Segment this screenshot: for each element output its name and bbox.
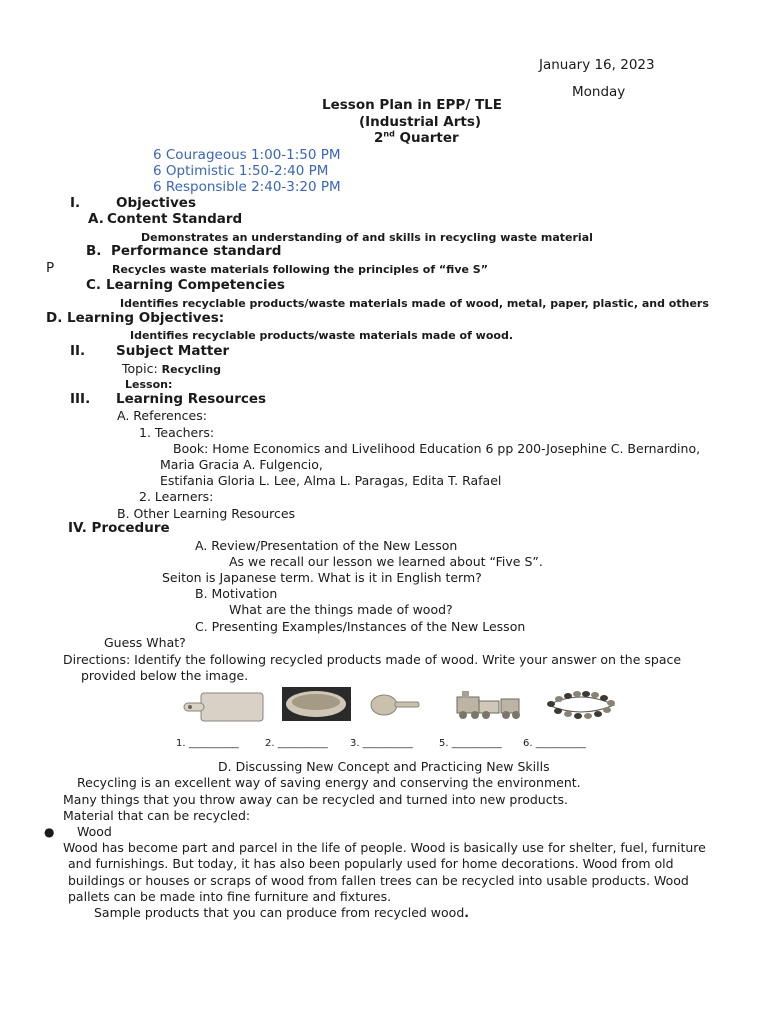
wood-paragraph: pallets can be made into fine furniture and fixtures. xyxy=(68,889,392,904)
subject-matter-heading: Subject Matter xyxy=(116,343,230,359)
learning-objectives-text: Identifies recyclable products/waste materials made of wood. xyxy=(130,329,514,342)
wooden-toy-train-icon xyxy=(457,691,520,719)
procedure-heading: IV. Procedure xyxy=(68,520,170,536)
subject-matter-numeral: II. xyxy=(70,343,86,359)
wooden-bead-necklace-icon xyxy=(547,691,615,719)
performance-standard-heading: Performance standard xyxy=(111,243,282,259)
answer-blank: 2. __________ xyxy=(265,738,328,749)
procedure-text: Seiton is Japanese term. What is it in English term? xyxy=(162,570,482,585)
section-schedule: 6 Courageous 1:00-1:50 PM xyxy=(153,147,341,163)
paragraph: Many things that you throw away can be recycled and turned into new products. xyxy=(63,792,568,807)
stray-letter: P xyxy=(46,260,55,276)
wood-paragraph: and furnishings. But today, it has also been popularly used for home decorations. Wood from old xyxy=(68,856,674,871)
book-reference: Book: Home Economics and Livelihood Education 6 pp 200-Josephine C. Bernardino, xyxy=(173,441,701,456)
bullet-icon: ● xyxy=(44,825,55,839)
learning-objectives-heading: D. Learning Objectives: xyxy=(46,310,225,326)
quarter: 2nd Quarter xyxy=(374,129,459,146)
lesson-label: Lesson: xyxy=(125,378,173,391)
book-reference: Estifania Gloria L. Lee, Alma L. Paragas, Edita T. Rafael xyxy=(160,473,502,488)
answer-blank: 3. __________ xyxy=(350,738,413,749)
section-schedule: 6 Optimistic 1:50-2:40 PM xyxy=(153,163,329,179)
procedure-step-a: A. Review/Presentation of the New Lesson xyxy=(195,538,458,553)
learning-competencies-heading: Learning Competencies xyxy=(106,277,285,293)
content-standard-text: Demonstrates an understanding of and skills in recycling waste material xyxy=(141,231,593,244)
wood-paragraph: buildings or houses or scraps of wood from fallen trees can be recycled into usable products. Wood xyxy=(68,873,689,888)
answer-blank: 5. __________ xyxy=(439,738,502,749)
wood-paragraph: Wood has become part and parcel in the life of people. Wood is basically use for shelter, fuel, furniture xyxy=(63,840,706,855)
references-item: A. References: xyxy=(117,408,207,423)
resources-heading: Learning Resources xyxy=(116,391,267,407)
procedure-step-b: B. Motivation xyxy=(195,586,278,601)
guess-what: Guess What? xyxy=(104,635,186,650)
performance-standard-label: B. xyxy=(86,243,102,259)
procedure-step-d: D. Discussing New Concept and Practicing New Skills xyxy=(218,759,550,774)
wooden-spoon-icon xyxy=(371,695,419,715)
paragraph: Material that can be recycled: xyxy=(63,808,251,823)
wood-item: Wood xyxy=(77,824,112,839)
directions-text: Directions: Identify the following recycled products made of wood. Write your answer on the space xyxy=(63,652,682,667)
book-reference: Maria Gracia A. Fulgencio, xyxy=(160,457,323,472)
date: January 16, 2023 xyxy=(539,57,655,73)
resources-numeral: III. xyxy=(70,391,91,407)
answer-blank: 6. __________ xyxy=(523,738,586,749)
learning-competencies-text: Identifies recyclable products/waste materials made of wood, metal, paper, plastic, and others xyxy=(120,297,709,310)
day: Monday xyxy=(572,84,626,100)
objectives-heading: Objectives xyxy=(116,195,196,211)
page-title: Lesson Plan in EPP/ TLE xyxy=(322,97,502,113)
cutting-board-icon xyxy=(184,693,263,721)
objectives-numeral: I. xyxy=(70,195,81,211)
page-subtitle: (Industrial Arts) xyxy=(358,114,482,130)
performance-standard-text: Recycles waste materials following the principles of “five S” xyxy=(112,263,488,276)
sample-products-line: Sample products that you can produce from recycled wood. xyxy=(94,905,470,920)
wood-products-figure xyxy=(166,683,621,755)
procedure-text: What are the things made of wood? xyxy=(229,602,453,617)
procedure-text: As we recall our lesson we learned about “Five S”. xyxy=(229,554,543,569)
teachers-item: 1. Teachers: xyxy=(139,425,215,440)
section-schedule: 6 Responsible 2:40-3:20 PM xyxy=(153,179,341,195)
answer-blanks xyxy=(176,736,586,751)
learners-item: 2. Learners: xyxy=(139,489,214,504)
paragraph: Recycling is an excellent way of saving energy and conserving the environment. xyxy=(77,775,581,790)
wooden-bowl-icon xyxy=(282,687,351,721)
procedure-step-c: C. Presenting Examples/Instances of the New Lesson xyxy=(195,619,526,634)
directions-text: provided below the image. xyxy=(81,668,249,683)
learning-competencies-label: C. xyxy=(86,277,102,293)
content-standard-label: A. xyxy=(88,211,104,227)
content-standard-heading: Content Standard xyxy=(107,211,243,227)
other-resources-item: B. Other Learning Resources xyxy=(117,506,296,521)
answer-blank: 1. __________ xyxy=(176,738,239,749)
topic-line: Topic: Recycling xyxy=(122,361,222,376)
